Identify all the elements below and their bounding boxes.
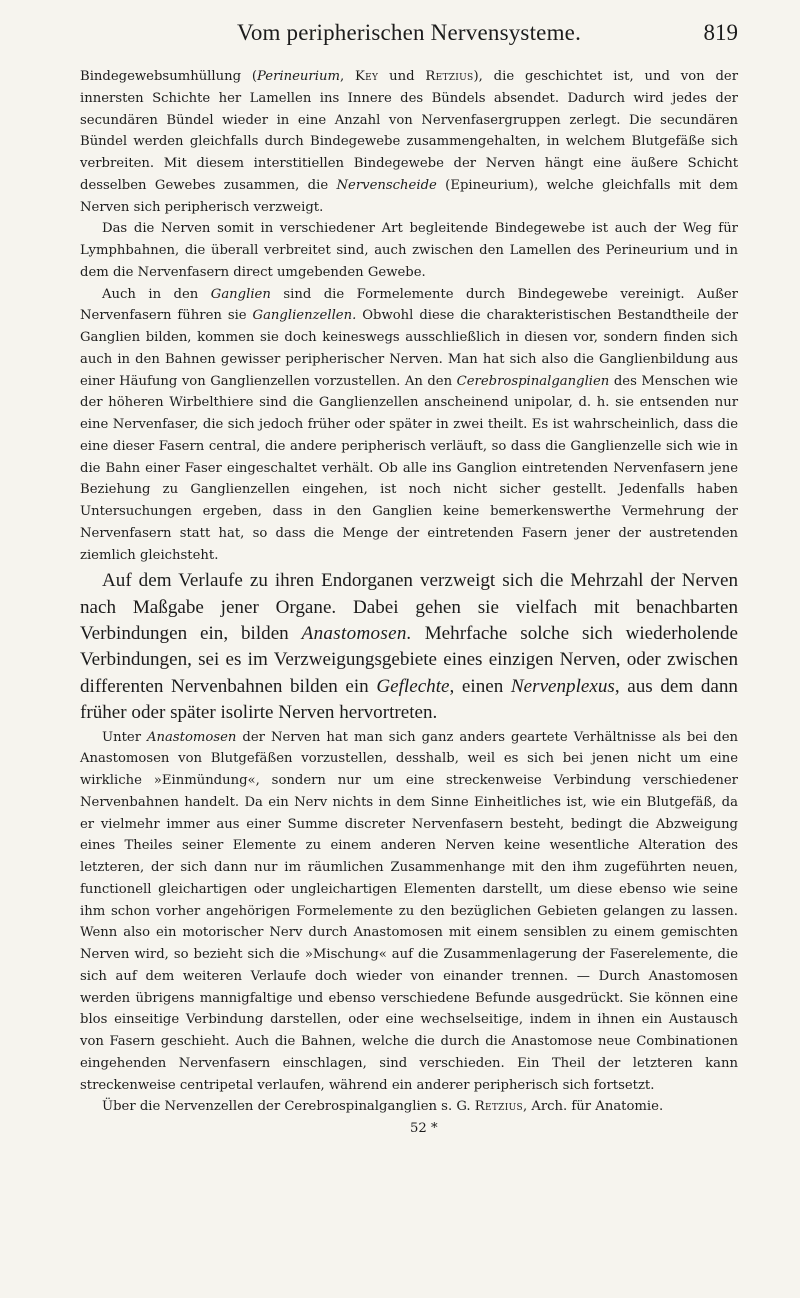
term-ganglienzellen: Ganglienzellen. [252, 308, 357, 324]
paragraph-6-reference: Über die Nervenzellen der Cerebrospinalganglien s. G. Retzius, Arch. für Anatomie. [102, 1099, 664, 1115]
term-perineurium: Perineurium [257, 69, 340, 84]
paragraph-1: Bindegewebsumhüllung (Perineurium, Key und Retzius), die geschichtet ist, und von der innersten Schichte her Lamellen ins Innere des Bündels absendet. Dadurch wird jedes der secundären Bündel wieder in eine Anzahl von Nervenfasergruppen zerlegt. Die secundären Bündel werden gleichfalls durch Bindegewebe zusammengehalten, in welchem Blutgefäße sich verbreiten. Mit diesem interstitiellen Bindegewebe der Nerven hängt eine äußere Schicht desselben Gewebes zusammen, die Nervenscheide (Epineurium), welche gleichfalls mit dem Nerven sich peripherisch verzweigt. [80, 69, 739, 215]
term-nervenplexus: Nervenplexus [510, 675, 615, 697]
text-body [80, 66, 738, 1140]
author-key: Key [354, 69, 379, 84]
running-header [80, 20, 738, 50]
author-retzius-ref: Retzius [474, 1099, 523, 1115]
term-geflechte: Geflechte [376, 675, 450, 697]
running-title: Vom peripherischen Nervensysteme. [236, 20, 582, 45]
term-cerebrospinalganglien: Cerebrospinalganglien [456, 373, 610, 389]
paragraph-4-large: Auf dem Verlaufe zu ihren Endorganen verzweigt sich die Mehrzahl der Nerven nach Maßgabe jener Organe. Dabei gehen sie vielfach mit benachbarten Verbindungen ein, bilden Anastomosen. Mehrfache solche sich wiederholende Verbindungen, sei es im Verzweigungsgebiete eines einzigen Nerven, oder zwischen differenten Nervenbahnen bilden ein Geflechte, einen Nervenplexus, aus dem dann früher oder später isolirte Nerven hervortreten. [80, 570, 738, 724]
term-ganglien: Ganglien [210, 286, 271, 302]
term-nervenscheide: Nervenscheide [336, 177, 437, 193]
term-anastomosen-small: Anastomosen [147, 729, 237, 745]
page-number: 819 [703, 20, 738, 45]
paragraph-2: Das die Nerven somit in verschiedener Art begleitende Bindegewebe ist auch der Weg für Lymphbahnen, die überall verbreitet sind, auch zwischen den Lamellen des Perineurium und in dem die Nervenfasern direct umgebenden Gewebe. [80, 221, 738, 280]
term-anastomosen: Anastomosen. [301, 623, 412, 645]
paragraph-5: Unter Anastomosen der Nerven hat man sich ganz anders geartete Verhältnisse als bei den Anastomosen von Blutgefäßen vorzustellen, desshalb, weil es sich bei jenen nicht um eine wirkliche »Einmündung«, sondern nur um eine streckenweise Verbindung verschiedener Nervenbahnen handelt. Da ein Nerv nichts in dem Sinne Einheitliches ist, wie ein Blutgefäß, da er vielmehr immer aus einer Summe discreter Nervenfasern besteht, bedingt die Abzweigung eines Theiles seiner Elemente zu einem anderen Nerven keine wesentliche Alteration des letzteren, der sich dann nur im räumlichen Zusammenhange mit den ihm zugeführten neuen, functionell gleichartigen oder ungleichartigen Elementen darstellt, um diese ebenso wie seine ihm schon vorher angehörigen Formelemente zu den bezüglichen Gebieten gelangen zu lassen. Wenn also ein motorischer Nerv durch Anastomosen mit einem sensiblen zu einem gemischten Nerven wird, so bezieht sich die »Mischung« auf die Zusammenlagerung der Faserelemente, die sich auf dem weiteren Verlaufe doch wieder von einander trennen. — Durch Anastomosen werden übrigens mannigfaltige und ebenso verschiedene Befunde ausgedrückt. Sie können eine blos einseitige Verbindung darstellen, oder eine wechselseitige, indem in ihnen ein Austausch von Fasern geschieht. Auch die Bahnen, welche die durch die Anastomose neue Combinationen eingehenden Nervenfasern einschlagen, sind verschieden. Ein Theil der letzteren kann streckenweise centripetal verlaufen, während ein anderer peripherisch sich fortsetzt. [80, 729, 739, 1093]
signature-mark: 52 * [410, 1121, 438, 1137]
paragraph-3: Auch in den Ganglien sind die Formelemente durch Bindegewebe vereinigt. Außer Nervenfasern führen sie Ganglienzellen. Obwohl diese die charakteristischen Bestandtheile der Ganglien bilden, kommen sie doch keineswegs ausschließlich in diesen vor, sondern finden sich auch in den Bahnen gewisser peripherischer Nerven. Man hat sich also die Ganglienbildung aus einer Häufung von Ganglienzellen vorzustellen. An den Cerebrospinalganglien des Menschen wie der höheren Wirbelthiere sind die Ganglienzellen anscheinend unipolar, d. h. sie entsenden nur eine Nervenfaser, die sich jedoch früher oder später in zwei theilt. Es ist wahrscheinlich, dass die eine dieser Fasern central, die andere peripherisch verläuft, so dass die Ganglienzelle sich wie in die Bahn einer Faser eingeschaltet verhält. Ob alle ins Ganglion eintretenden Nervenfasern jene Beziehung zu Ganglienzellen eingehen, ist noch nicht sicher gestellt. Jedenfalls haben Untersuchungen ergeben, dass in den Ganglien keine bemerkenswerthe Vermehrung der Nervenfasern statt hat, so dass die Menge der eintretenden Fasern jener der austretenden ziemlich gleichsteht. [80, 286, 738, 563]
author-retzius: Retzius [425, 69, 474, 84]
